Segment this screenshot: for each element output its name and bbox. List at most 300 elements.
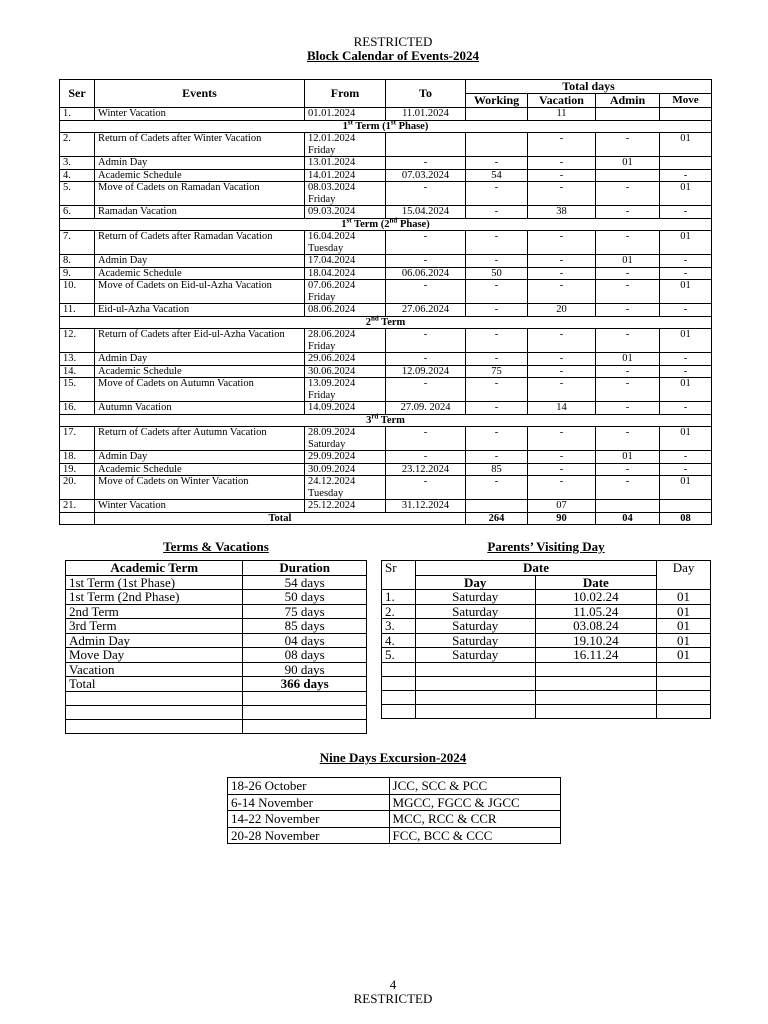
cell-admin: 01	[596, 157, 660, 170]
cell-day: Saturday	[415, 604, 535, 619]
cell-duration: 90 days	[243, 662, 367, 677]
block-calendar-table	[59, 79, 712, 525]
terms-rows	[66, 575, 367, 733]
cell-colleges: MGCC, FGCC & JGCC	[389, 794, 560, 811]
cell-move: -	[660, 304, 712, 317]
cell-admin: -	[596, 329, 660, 353]
empty-cell	[66, 705, 243, 719]
empty-row	[66, 705, 367, 719]
cell-ser: 16.	[60, 402, 95, 415]
cell-move: -	[660, 206, 712, 219]
cell-from: 13.09.2024 Friday	[305, 378, 386, 402]
cell-from: 25.12.2024	[305, 500, 386, 513]
col-header-to: To	[386, 80, 466, 108]
cell-ser: 15.	[60, 378, 95, 402]
table-row	[60, 463, 712, 476]
table-row	[60, 353, 712, 366]
cell-move: 01	[660, 280, 712, 304]
cell-sr: 1.	[382, 590, 416, 605]
section-row	[60, 316, 712, 329]
cell-admin: -	[596, 378, 660, 402]
cell-move	[660, 500, 712, 513]
cell-vacation: -	[528, 133, 596, 157]
empty-cell	[382, 704, 416, 718]
cell-sr: 5.	[382, 648, 416, 663]
cell-vacation: -	[528, 169, 596, 182]
cell-vacation: -	[528, 476, 596, 500]
terms-total-label: Total	[66, 677, 243, 692]
cell-from: 17.04.2024	[305, 255, 386, 268]
cell-event: Eid-ul-Azha Vacation	[95, 304, 305, 317]
cell-to: -	[386, 231, 466, 255]
col-header-move: Move	[660, 94, 712, 108]
empty-row	[382, 662, 711, 676]
cell-count: 01	[657, 590, 711, 605]
cell-ser: 18.	[60, 451, 95, 464]
cell-ser: 19.	[60, 463, 95, 476]
cell-admin: -	[596, 476, 660, 500]
cell-admin: -	[596, 206, 660, 219]
cell-admin: 01	[596, 353, 660, 366]
visits-header-date: Date	[535, 575, 657, 590]
table-row	[228, 778, 561, 795]
cell-move	[660, 108, 712, 121]
cell-working: 85	[466, 463, 528, 476]
cell-term: 2nd Term	[66, 604, 243, 619]
cell-from: 29.09.2024	[305, 451, 386, 464]
cell-vacation: -	[528, 451, 596, 464]
excursion-heading: Nine Days Excursion-2024	[319, 750, 467, 765]
empty-cell	[657, 662, 711, 676]
cell-working: -	[466, 206, 528, 219]
cell-event: Return of Cadets after Winter Vacation	[95, 133, 305, 157]
table-row	[66, 633, 367, 648]
empty-cell	[657, 690, 711, 704]
cell-event: Move of Cadets on Autumn Vacation	[95, 378, 305, 402]
cell-admin: -	[596, 304, 660, 317]
section-row	[60, 218, 712, 231]
empty-cell	[243, 719, 367, 733]
cell-event: Admin Day	[95, 451, 305, 464]
table-row	[60, 402, 712, 415]
cell-working	[466, 133, 528, 157]
cell-count: 01	[657, 619, 711, 634]
cell-from: 29.06.2024	[305, 353, 386, 366]
table-row	[382, 604, 711, 619]
table-row	[66, 604, 367, 619]
page-number: 4	[389, 977, 397, 992]
empty-cell	[535, 662, 657, 676]
empty-cell	[382, 676, 416, 690]
section-title	[60, 414, 712, 427]
cell-day: Saturday	[415, 648, 535, 663]
empty-row	[382, 676, 711, 690]
cell-admin	[596, 500, 660, 513]
cell-working: -	[466, 353, 528, 366]
cell-dates: 6-14 November	[228, 794, 390, 811]
cell-admin: -	[596, 182, 660, 206]
cell-working	[466, 108, 528, 121]
table-row	[66, 662, 367, 677]
cell-day: Saturday	[415, 590, 535, 605]
empty-cell	[657, 676, 711, 690]
cell-move: 01	[660, 427, 712, 451]
cell-vacation: -	[528, 267, 596, 280]
cell-event: Autumn Vacation	[95, 402, 305, 415]
classification-bottom: RESTRICTED	[353, 991, 433, 1006]
cell-from: 14.01.2024	[305, 169, 386, 182]
calendar-rows	[60, 108, 712, 513]
empty-cell	[382, 690, 416, 704]
table-row	[60, 500, 712, 513]
cell-vacation: 20	[528, 304, 596, 317]
cell-move: 01	[660, 329, 712, 353]
cell-count: 01	[657, 633, 711, 648]
cell-sr: 2.	[382, 604, 416, 619]
cell-move: 01	[660, 476, 712, 500]
section-suffix: st	[346, 216, 352, 224]
cell-term: Vacation	[66, 662, 243, 677]
table-row	[60, 133, 712, 157]
table-row	[60, 206, 712, 219]
cell-event: Academic Schedule	[95, 463, 305, 476]
cell-vacation: 14	[528, 402, 596, 415]
cell-ser: 7.	[60, 231, 95, 255]
cell-vacation: -	[528, 231, 596, 255]
cell-ser: 3.	[60, 157, 95, 170]
section-middle: Term	[378, 414, 405, 426]
section-row	[60, 414, 712, 427]
excursion-rows	[228, 778, 561, 844]
table-row	[60, 365, 712, 378]
empty-cell	[415, 704, 535, 718]
cell-vacation: 11	[528, 108, 596, 121]
cell-admin	[596, 108, 660, 121]
total-admin: 04	[596, 512, 660, 525]
empty-cell	[415, 662, 535, 676]
cell-move: -	[660, 463, 712, 476]
total-move: 08	[660, 512, 712, 525]
section-suffix-2: st	[390, 118, 396, 126]
cell-event: Academic Schedule	[95, 267, 305, 280]
cell-admin: -	[596, 427, 660, 451]
cell-to: -	[386, 157, 466, 170]
section-suffix: rd	[371, 412, 379, 420]
cell-event: Winter Vacation	[95, 108, 305, 121]
visits-header-sr: Sr	[382, 561, 416, 590]
cell-to: -	[386, 353, 466, 366]
table-row	[60, 182, 712, 206]
cell-from: 07.06.2024 Friday	[305, 280, 386, 304]
cell-vacation: -	[528, 280, 596, 304]
terms-heading: Terms & Vacations	[163, 539, 269, 554]
cell-duration: 50 days	[243, 590, 367, 605]
table-row	[60, 451, 712, 464]
table-row	[60, 231, 712, 255]
cell-move: 01	[660, 182, 712, 206]
table-row	[60, 255, 712, 268]
empty-cell	[243, 691, 367, 705]
section-suffix: nd	[370, 314, 379, 322]
cell-duration: 85 days	[243, 619, 367, 634]
cell-vacation: -	[528, 463, 596, 476]
empty-cell	[243, 705, 367, 719]
cell-duration: 75 days	[243, 604, 367, 619]
cell-to: 27.06.2024	[386, 304, 466, 317]
cell-day: Saturday	[415, 619, 535, 634]
cell-move: 01	[660, 133, 712, 157]
cell-count: 01	[657, 648, 711, 663]
header	[0, 35, 768, 63]
table-row	[382, 619, 711, 634]
cell-vacation: 07	[528, 500, 596, 513]
cell-admin: -	[596, 267, 660, 280]
visits-header-day: Day	[415, 575, 535, 590]
cell-dates: 14-22 November	[228, 811, 390, 828]
cell-working: -	[466, 378, 528, 402]
visits-rows	[382, 590, 711, 719]
cell-ser: 2.	[60, 133, 95, 157]
table-row	[228, 794, 561, 811]
cell-move: -	[660, 451, 712, 464]
cell-colleges: JCC, SCC & PCC	[389, 778, 560, 795]
cell-day: Saturday	[415, 633, 535, 648]
cell-event: Admin Day	[95, 157, 305, 170]
table-row	[66, 648, 367, 663]
cell-vacation: -	[528, 157, 596, 170]
section-suffix: st	[347, 118, 353, 126]
empty-cell	[535, 690, 657, 704]
cell-move: -	[660, 255, 712, 268]
cell-working: -	[466, 157, 528, 170]
cell-working: -	[466, 329, 528, 353]
cell-event: Academic Schedule	[95, 365, 305, 378]
cell-to: 06.06.2024	[386, 267, 466, 280]
cell-ser: 11.	[60, 304, 95, 317]
section-title	[60, 218, 712, 231]
table-row	[60, 280, 712, 304]
table-row	[60, 304, 712, 317]
cell-from: 24.12.2024 Tuesday	[305, 476, 386, 500]
cell-admin: -	[596, 231, 660, 255]
cell-to: 15.04.2024	[386, 206, 466, 219]
cell-event: Move of Cadets on Eid-ul-Azha Vacation	[95, 280, 305, 304]
table-row	[60, 476, 712, 500]
cell-working: -	[466, 451, 528, 464]
cell-ser: 13.	[60, 353, 95, 366]
cell-admin	[596, 169, 660, 182]
cell-ser: 8.	[60, 255, 95, 268]
empty-cell	[66, 691, 243, 705]
col-header-from: From	[305, 80, 386, 108]
cell-to: -	[386, 476, 466, 500]
cell-event: Move of Cadets on Ramadan Vacation	[95, 182, 305, 206]
empty-cell	[382, 662, 416, 676]
cell-duration: 04 days	[243, 633, 367, 648]
cell-ser: 14.	[60, 365, 95, 378]
empty-cell	[535, 704, 657, 718]
cell-sr: 3.	[382, 619, 416, 634]
empty-cell	[415, 676, 535, 690]
col-header-vacation: Vacation	[528, 94, 596, 108]
cell-from: 08.06.2024	[305, 304, 386, 317]
empty-row	[66, 719, 367, 733]
visits-header-day-count: Day	[657, 561, 711, 590]
section-row	[60, 120, 712, 133]
table-row	[60, 378, 712, 402]
cell-working: -	[466, 476, 528, 500]
cell-working: -	[466, 402, 528, 415]
section-title	[60, 316, 712, 329]
cell-ser: 9.	[60, 267, 95, 280]
cell-from: 30.06.2024	[305, 365, 386, 378]
visits-table	[381, 560, 711, 719]
cell-vacation: -	[528, 427, 596, 451]
cell-event: Move of Cadets on Winter Vacation	[95, 476, 305, 500]
cell-term: Admin Day	[66, 633, 243, 648]
table-row	[60, 427, 712, 451]
cell-from: 28.06.2024 Friday	[305, 329, 386, 353]
cell-move: -	[660, 353, 712, 366]
cell-from: 18.04.2024	[305, 267, 386, 280]
cell-move: -	[660, 169, 712, 182]
cell-vacation: -	[528, 182, 596, 206]
table-row	[60, 267, 712, 280]
cell-move: -	[660, 365, 712, 378]
terms-total-row	[66, 677, 367, 692]
section-middle: Term	[378, 316, 406, 328]
cell-working: -	[466, 182, 528, 206]
total-vacation: 90	[528, 512, 596, 525]
cell-ser: 5.	[60, 182, 95, 206]
table-row	[60, 329, 712, 353]
cell-working: -	[466, 231, 528, 255]
page-title: Block Calendar of Events-2024	[306, 48, 479, 63]
terms-total-duration: 366 days	[243, 677, 367, 692]
cell-event: Academic Schedule	[95, 169, 305, 182]
cell-to: -	[386, 255, 466, 268]
cell-working: 54	[466, 169, 528, 182]
col-header-admin: Admin	[596, 94, 660, 108]
cell-ser: 20.	[60, 476, 95, 500]
table-row	[60, 108, 712, 121]
cell-from: 08.03.2024 Friday	[305, 182, 386, 206]
cell-date: 10.02.24	[535, 590, 657, 605]
cell-admin: -	[596, 402, 660, 415]
section-number: 1	[341, 218, 347, 230]
cell-move	[660, 157, 712, 170]
cell-working: -	[466, 427, 528, 451]
cell-event: Winter Vacation	[95, 500, 305, 513]
cell-move: -	[660, 267, 712, 280]
empty-cell	[415, 690, 535, 704]
cell-ser: 21.	[60, 500, 95, 513]
cell-to: 27.09. 2024	[386, 402, 466, 415]
section-middle: Term (2	[351, 218, 390, 230]
cell-to: -	[386, 280, 466, 304]
cell-move: -	[660, 402, 712, 415]
cell-from: 30.09.2024	[305, 463, 386, 476]
cell-from: 28.09.2024 Saturday	[305, 427, 386, 451]
cell-vacation: 38	[528, 206, 596, 219]
section-middle: Term (1	[352, 120, 391, 132]
cell-admin: -	[596, 133, 660, 157]
cell-admin: -	[596, 365, 660, 378]
cell-vacation: -	[528, 329, 596, 353]
visits-header-date-group: Date	[415, 561, 656, 576]
cell-term: 3rd Term	[66, 619, 243, 634]
cell-working: 75	[466, 365, 528, 378]
col-header-working: Working	[466, 94, 528, 108]
cell-to: -	[386, 182, 466, 206]
visits-heading: Parents’ Visiting Day	[487, 539, 605, 554]
cell-event: Admin Day	[95, 353, 305, 366]
terms-header-duration: Duration	[243, 561, 367, 576]
cell-event: Return of Cadets after Autumn Vacation	[95, 427, 305, 451]
cell-colleges: MCC, RCC & CCR	[389, 811, 560, 828]
cell-ser: 12.	[60, 329, 95, 353]
cell-to: -	[386, 378, 466, 402]
cell-working: -	[466, 304, 528, 317]
section-suffix-2: nd	[389, 216, 398, 224]
cell-vacation: -	[528, 365, 596, 378]
cell-to: 23.12.2024	[386, 463, 466, 476]
cell-from: 16.04.2024 Tuesday	[305, 231, 386, 255]
cell-to: 07.03.2024	[386, 169, 466, 182]
cell-term: 1st Term (1st Phase)	[66, 575, 243, 590]
table-row	[382, 648, 711, 663]
table-row	[382, 590, 711, 605]
table-row	[228, 827, 561, 844]
terms-header-term: Academic Term	[66, 561, 243, 576]
cell-sr: 4.	[382, 633, 416, 648]
footer	[0, 978, 768, 1006]
cell-colleges: FCC, BCC & CCC	[389, 827, 560, 844]
cell-move: 01	[660, 231, 712, 255]
cell-vacation: -	[528, 255, 596, 268]
table-row	[60, 157, 712, 170]
table-row	[66, 619, 367, 634]
cell-event: Ramadan Vacation	[95, 206, 305, 219]
cell-to: -	[386, 427, 466, 451]
cell-term: 1st Term (2nd Phase)	[66, 590, 243, 605]
cell-date: 03.08.24	[535, 619, 657, 634]
cell-ser: 1.	[60, 108, 95, 121]
cell-admin: 01	[596, 451, 660, 464]
cell-admin: -	[596, 463, 660, 476]
cell-date: 11.05.24	[535, 604, 657, 619]
cell-admin: -	[596, 280, 660, 304]
table-row	[66, 590, 367, 605]
cell-admin: 01	[596, 255, 660, 268]
cell-to: -	[386, 329, 466, 353]
cell-dates: 20-28 November	[228, 827, 390, 844]
section-number: 2	[365, 316, 371, 328]
total-working: 264	[466, 512, 528, 525]
section-end: Phase)	[397, 218, 430, 230]
terms-table	[65, 560, 367, 734]
table-row	[228, 811, 561, 828]
empty-row	[66, 691, 367, 705]
cell-working	[466, 500, 528, 513]
table-row	[66, 575, 367, 590]
cell-to: -	[386, 451, 466, 464]
cell-event: Return of Cadets after Eid-ul-Azha Vacation	[95, 329, 305, 353]
empty-cell	[535, 676, 657, 690]
cell-count: 01	[657, 604, 711, 619]
cell-ser: 17.	[60, 427, 95, 451]
empty-row	[382, 690, 711, 704]
